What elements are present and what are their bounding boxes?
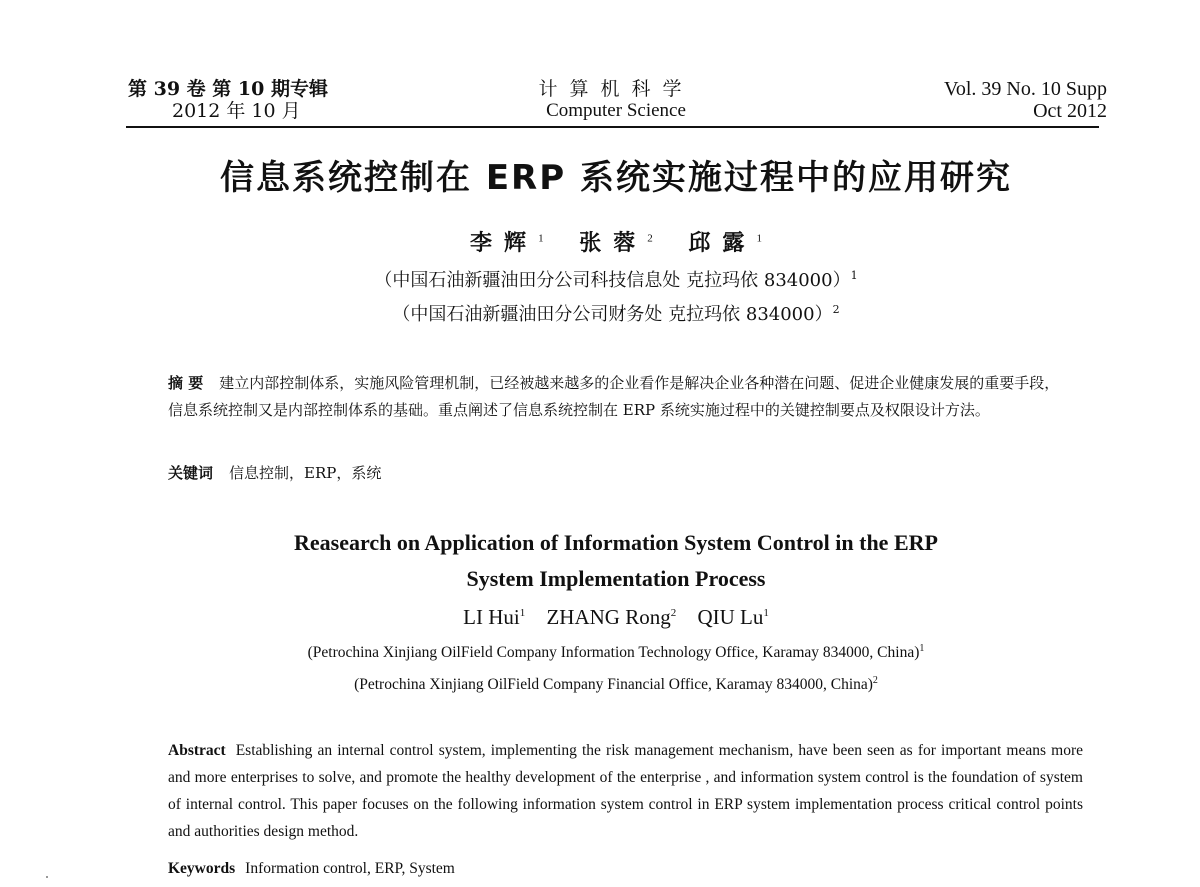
date-cn: 2012 年 10 月: [172, 100, 301, 122]
abstract-text-en: Establishing an internal control system, implementing the risk management mechanism, have been seen as for important means more and more enterprises to solve, and promote the healthy development of the enterprise , and information system control is the foundation of system of internal control. This paper focuses on the following information system control in ERP system implementation process critical control points and authorities design method.: [168, 742, 1083, 840]
author-cn: 张蓉$^2$: [579, 231, 653, 256]
paper-title-en-line1: Reasearch on Application of Information System Control in the ERP: [294, 530, 938, 555]
scan-speck: [46, 876, 48, 878]
keywords-label-en: Keywords: [168, 860, 236, 877]
authors-cn: [0, 226, 1200, 257]
keywords-text-en: Information control, ERP, System: [245, 860, 455, 877]
header-divider: [126, 126, 1099, 128]
author-en: LI Hui$^1$: [463, 605, 526, 629]
abstract-label-en: Abstract: [168, 742, 226, 759]
author-cn: 邱露$^1$: [688, 231, 762, 256]
keywords-label-cn: 关键词: [168, 464, 214, 482]
keywords-cn: [168, 462, 381, 483]
affiliation-cn-1: （中国石油新疆油田分公司科技信息处 克拉玛依 834000）$^1$: [374, 269, 858, 291]
journal-name-cn: 计算机科学: [538, 78, 694, 100]
abstract-cn: [168, 370, 1068, 424]
abstract-en: [168, 737, 1083, 845]
volume-issue-cn: 第 39 卷 第 10 期专辑: [128, 78, 328, 100]
paper-title-cn: 信息系统控制在 ERP 系统实施过程中的应用研究: [220, 158, 1012, 198]
author-cn: 李辉$^1$: [470, 231, 544, 256]
paper-title-en-line2: System Implementation Process: [466, 566, 766, 591]
affiliation-en-1: (Petrochina Xinjiang OilField Company Information Technology Office, Karamay 834000, China)$^1$: [307, 643, 925, 662]
abstract-label-cn: 摘 要: [168, 374, 204, 392]
abstract-text-cn: 建立内部控制体系，实施风险管理机制，已经被越来越多的企业看作是解决企业各种潜在问题、促进企业健康发展的重要手段，信息系统控制又是内部控制体系的基础。重点阐述了信息系统控制在 ERP 系统实施过程中的关键控制要点及权限设计方法。: [168, 374, 1060, 419]
author-en: ZHANG Rong$^2$: [546, 605, 677, 629]
volume-issue-en: Vol. 39 No. 10 Supp: [944, 78, 1107, 100]
affiliation-en-2: (Petrochina Xinjiang OilField Company Financial Office, Karamay 834000, China)$^2$: [354, 675, 878, 694]
date-en: Oct 2012: [1033, 100, 1107, 122]
author-en: QIU Lu$^1$: [697, 605, 769, 629]
keywords-en: [168, 860, 455, 878]
keywords-text-cn: 信息控制，ERP，系统: [229, 464, 382, 482]
journal-name-en: Computer Science: [546, 100, 686, 121]
affiliation-cn-2: （中国石油新疆油田分公司财务处 克拉玛依 834000）$^2$: [392, 303, 840, 325]
authors-en: [0, 605, 1200, 630]
journal-volume-en: [944, 78, 1107, 122]
